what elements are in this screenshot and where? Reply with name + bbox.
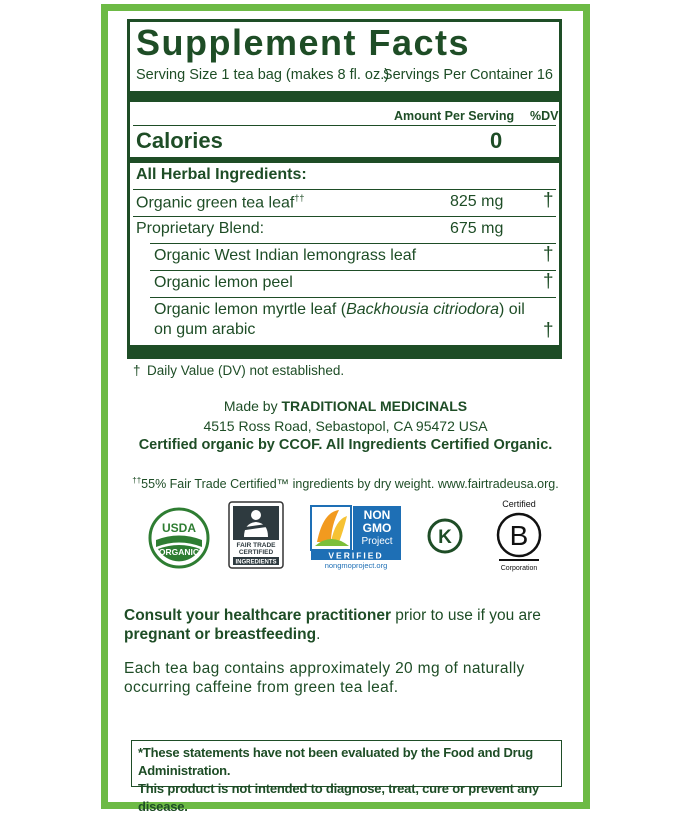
thick-rule-mid (130, 157, 559, 163)
rule (150, 270, 556, 271)
svg-text:CERTIFIED: CERTIFIED (238, 549, 274, 556)
dv-header: %DV (530, 109, 559, 123)
amount-per-serving-header: Amount Per Serving (394, 109, 515, 123)
certified-organic: Certified organic by CCOF. All Ingredients Certified Organic. (138, 437, 553, 453)
b-corp-logo (491, 498, 547, 579)
consult-warning: Consult your healthcare practitioner prior to use if you are pregnant or breastfeeding. (124, 607, 541, 643)
fda-disclaimer: *These statements have not been evaluated by the Food and Drug Administration. This product is not intended to diagnose, treat, cure or prevent any disease. (131, 740, 562, 787)
usda-text: USDA (161, 521, 197, 535)
lemongrass-dv: † (543, 244, 554, 265)
svg-text:GMO: GMO (362, 521, 392, 535)
thick-rule-top (130, 91, 559, 102)
svg-text:INGREDIENTS: INGREDIENTS (235, 559, 277, 566)
double-dagger-sup: †† (294, 193, 305, 203)
svg-text:VERIFIED: VERIFIED (328, 550, 384, 561)
svg-text:Certified: Certified (502, 499, 536, 509)
rule (150, 297, 556, 298)
calories-value: 0 (490, 128, 503, 153)
ingredient-lemon-myrtle: Organic lemon myrtle leaf (Backhousia citriodora) oil (154, 301, 525, 318)
non-gmo-project-logo (309, 502, 403, 575)
dv-note: † Daily Value (DV) not established. (133, 363, 345, 378)
rule (133, 125, 556, 126)
svg-text:B: B (509, 520, 529, 551)
kosher-symbol (427, 518, 463, 559)
kosher-k-icon (427, 518, 463, 554)
svg-text:Project: Project (361, 536, 393, 547)
green-tea-dv: † (543, 190, 554, 211)
thick-rule-bottom (130, 345, 559, 356)
lemon-peel-dv: † (543, 271, 554, 292)
proprietary-blend-amount: 675 mg (450, 220, 504, 237)
rule (133, 189, 556, 190)
ingredient-green-tea: Organic green tea leaf†† (136, 193, 305, 212)
serving-row (136, 67, 553, 83)
fair-trade-note: ††55% Fair Trade Certified™ ingredients by dry weight. www.fairtradeusa.org. (132, 476, 559, 492)
svg-text:Corporation: Corporation (500, 565, 538, 572)
ingredient-lemongrass: Organic West Indian lemongrass leaf (154, 247, 417, 264)
green-tea-amount: 825 mg (450, 193, 504, 210)
rule (133, 216, 556, 217)
svg-text:FAIR TRADE: FAIR TRADE (236, 542, 276, 549)
facts-title: Supplement Facts (136, 22, 471, 63)
rule (150, 243, 556, 244)
caffeine-note: Each tea bag contains approximately 20 mg of naturally occurring caffeine from green tea leaf. (124, 660, 525, 696)
organic-text: ORGANIC (158, 547, 200, 557)
serving-size: Serving Size 1 tea bag (makes 8 fl. oz.) (136, 67, 390, 83)
ingredients-header: All Herbal Ingredients: (136, 166, 307, 183)
calories-label: Calories (136, 128, 223, 153)
ingredient-lemon-myrtle-line2: on gum arabic (154, 321, 256, 338)
b-corp-icon (491, 498, 547, 574)
usda-organic-icon (148, 507, 210, 569)
svg-text:NON: NON (363, 508, 391, 522)
company-name: TRADITIONAL MEDICINALS (281, 398, 468, 414)
non-gmo-butterfly-icon (309, 502, 403, 570)
proprietary-blend: Proprietary Blend: (136, 220, 265, 237)
fair-trade-certified-logo (228, 501, 284, 574)
made-by: Made by TRADITIONAL MEDICINALS (223, 398, 468, 414)
ingredient-lemon-peel: Organic lemon peel (154, 274, 293, 291)
dagger-symbol: † (133, 363, 141, 378)
supplement-facts-panel (127, 19, 562, 359)
svg-text:K: K (438, 527, 452, 548)
address: 4515 Ross Road, Sebastopol, CA 95472 USA (203, 418, 488, 434)
svg-text:nongmoproject.org: nongmoproject.org (324, 561, 388, 570)
fair-trade-icon (228, 501, 284, 569)
servings-per-container: Servings Per Container 16 (382, 67, 553, 83)
usda-organic-seal (148, 507, 210, 574)
lemon-myrtle-dv: † (543, 320, 554, 341)
